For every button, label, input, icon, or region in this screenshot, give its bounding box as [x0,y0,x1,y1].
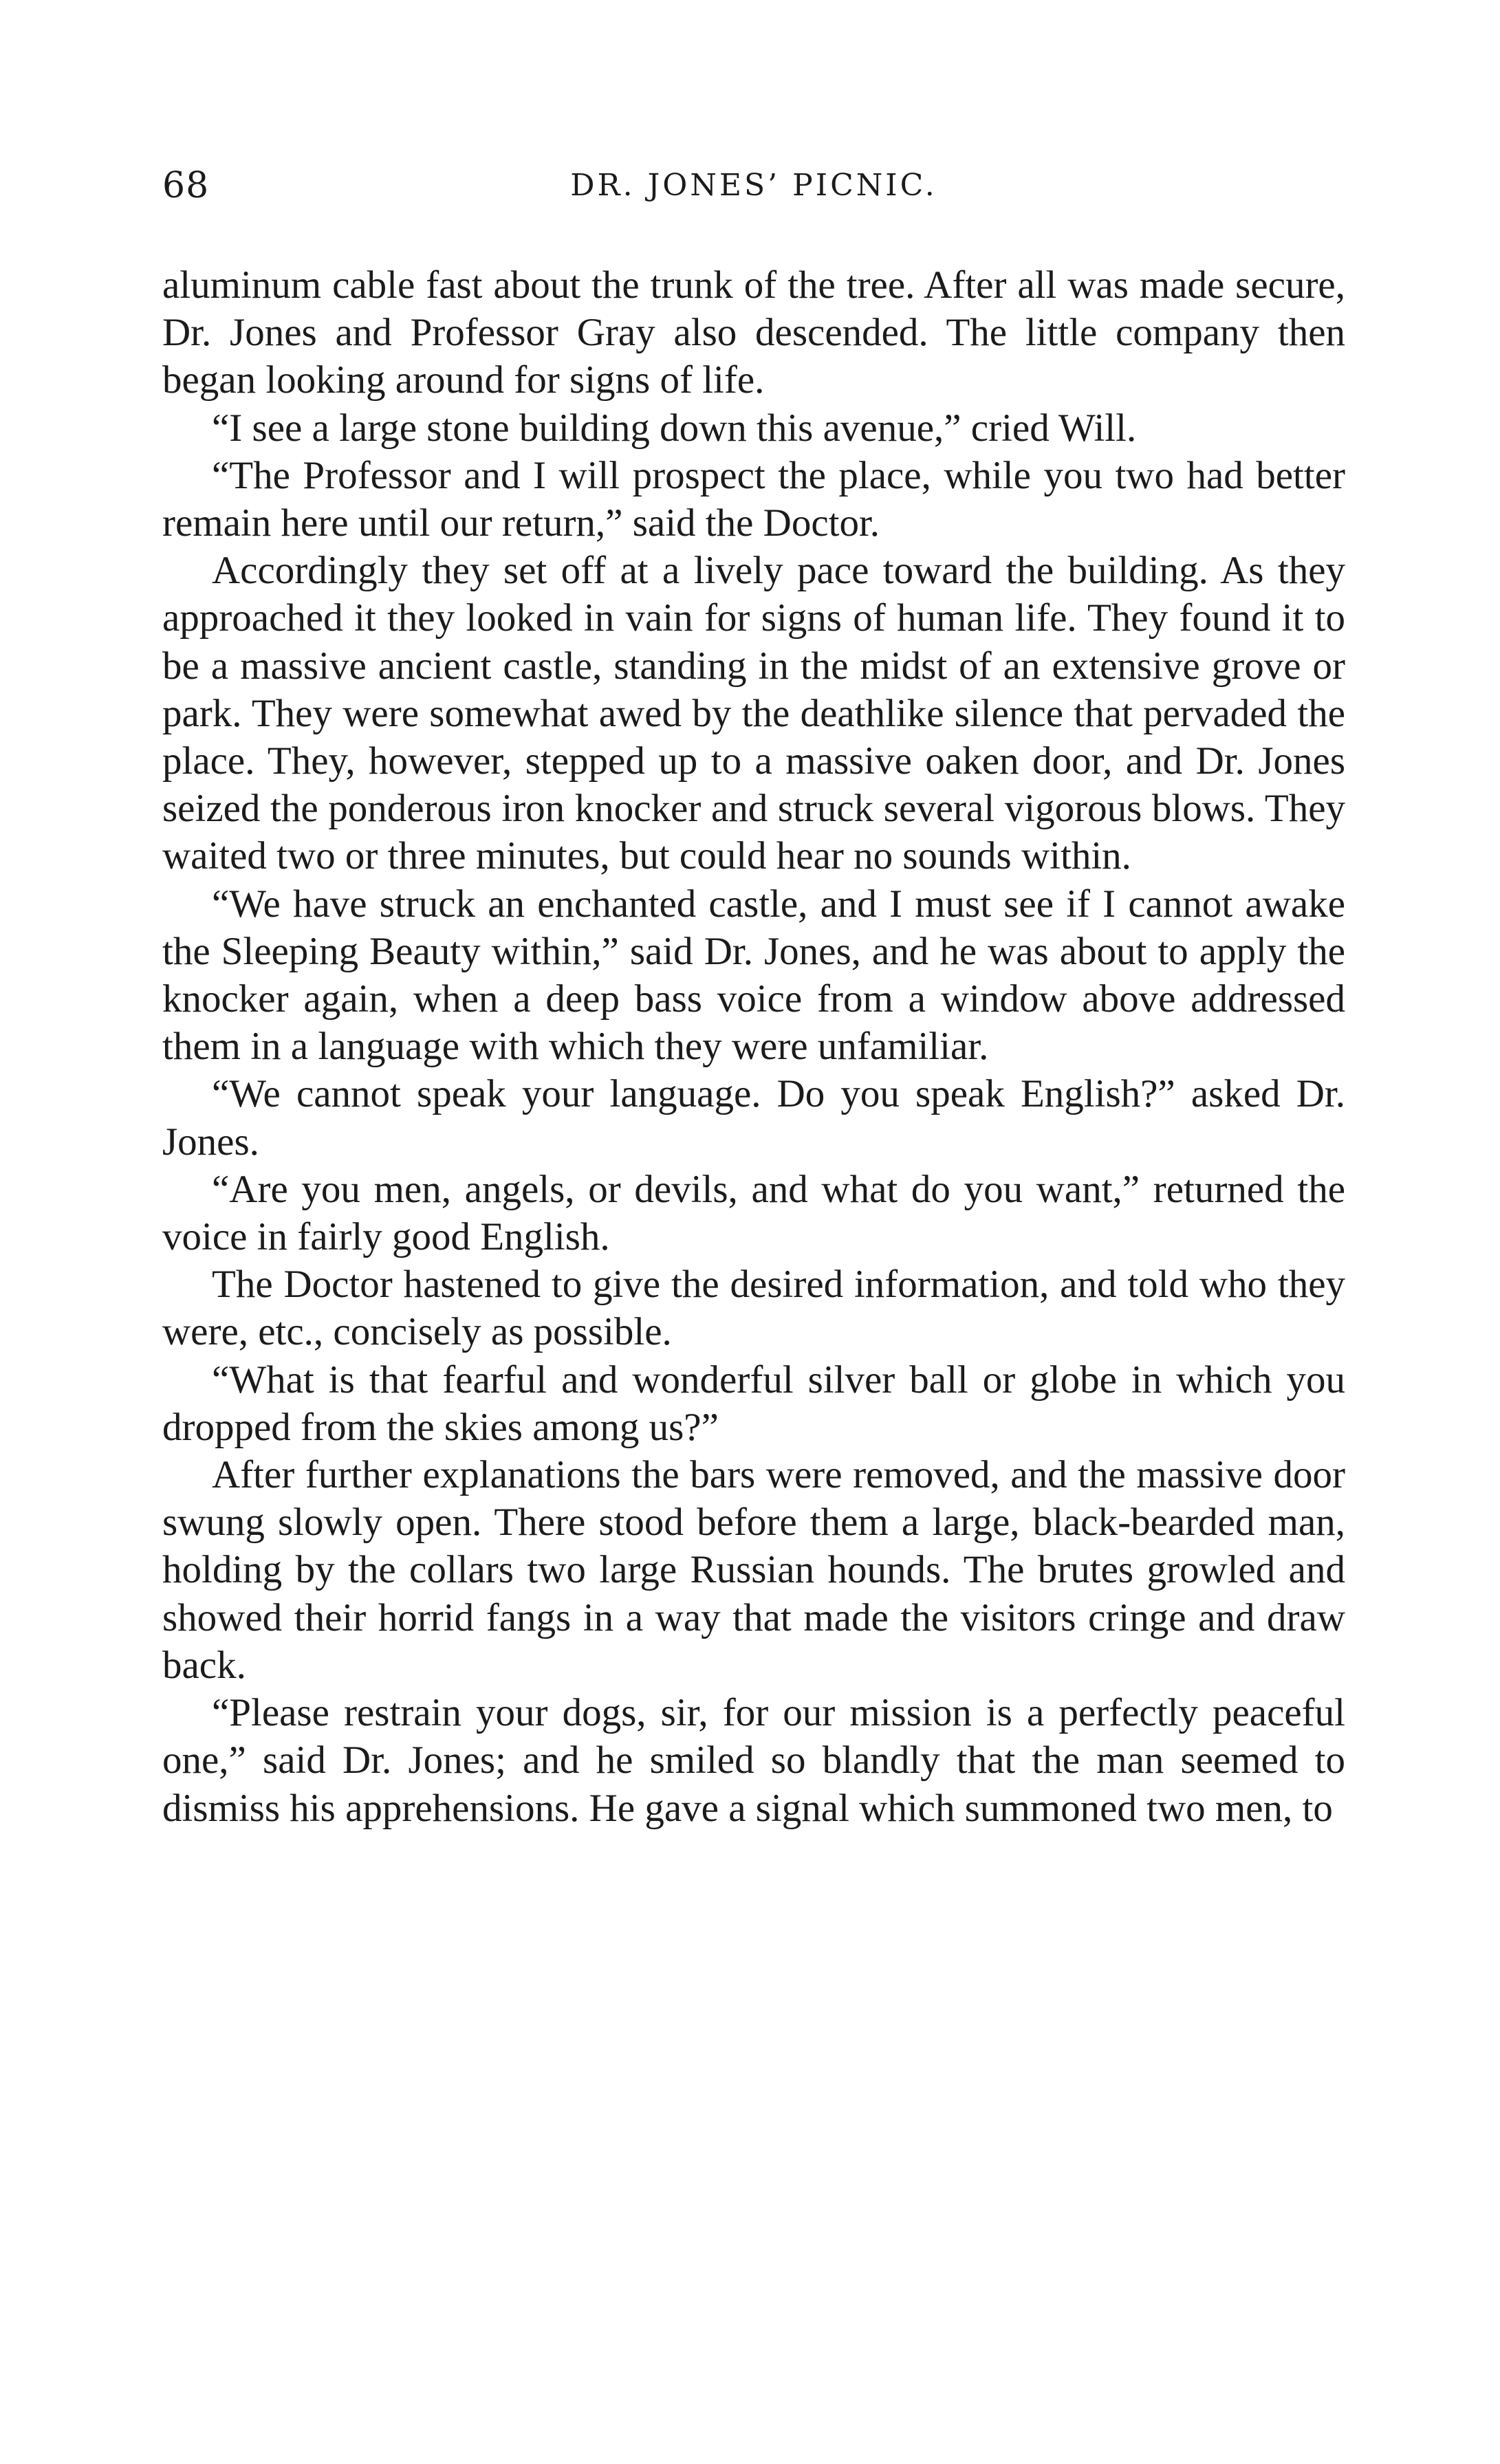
page-header [162,165,1345,220]
paragraph: “The Professor and I will prospect the place, while you two had better remain here until our return,” said the Doctor. [162,453,1345,545]
page-number: 68 [162,165,210,206]
paragraph: Accordingly they set off at a lively pace toward the building. As they approached it they looked in vain for signs of human life. They found it to be a massive ancient castle, standing in the midst of an extensive grove or park. They were somewhat awed by the deathlike silence that pervaded the place. They, however, stepped up to a massive oaken door, and Dr. Jones seized the ponderous iron knocker and struck several vigorous blows. They waited two or three minutes, but could hear no sounds within. [162,549,1345,878]
paragraph: “Please restrain your dogs, sir, for our mission is a perfectly peaceful one,” said Dr. Jones; and he smiled so blandly that the man seemed to dismiss his apprehensions. He gave a signal which summoned two men, to [162,1691,1345,1830]
paragraph: After further explanations the bars were removed, and the massive door swung slowly open. There stood before them a large, black-bearded man, holding by the collars two large Russian hounds. The brutes growled and showed their horrid fangs in a way that made the visitors cringe and draw back. [162,1453,1345,1687]
paragraph: “Are you men, angels, or devils, and what do you want,” returned the voice in fairly good English. [162,1167,1345,1259]
paragraph: “We have struck an enchanted castle, and I must see if I cannot awake the Sleeping Beauty within,” said Dr. Jones, and he was about to apply the knocker again, when a deep bass voice from a window above addressed them in a language with which they were unfamiliar. [162,882,1345,1069]
paragraph: “What is that fearful and wonderful silver ball or globe in which you dropped from the skies among us?” [162,1358,1345,1449]
running-head: DR. JONES’ PICNIC. [570,168,937,203]
body-text [162,261,1345,1832]
paragraph: The Doctor hastened to give the desired information, and told who they were, etc., concisely as possible. [162,1263,1345,1354]
paragraph: “I see a large stone building down this avenue,” cried Will. [212,406,1137,450]
paragraph: aluminum cable fast about the trunk of the tree. After all was made secure, Dr. Jones and Professor Gray also descended. The little company then began looking around for signs of life. [162,263,1345,402]
paragraph: “We cannot speak your language. Do you speak English?” asked Dr. Jones. [162,1072,1345,1164]
